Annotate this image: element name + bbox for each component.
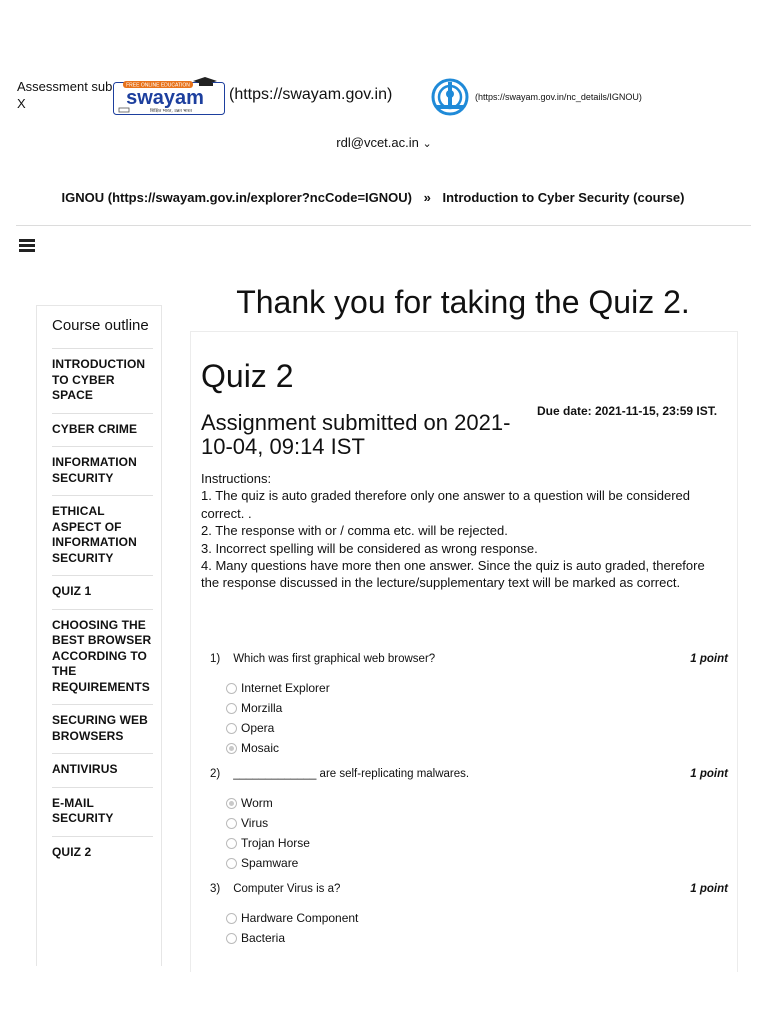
instruction-line: 2. The response with or / comma etc. will be rejected. [201,523,508,539]
answer-option[interactable] [226,681,330,695]
breadcrumb [0,190,746,205]
menu-icon[interactable] [19,239,35,252]
instruction-line: 3. Incorrect spelling will be considered as wrong response. [201,540,538,556]
question-number: 3) [210,883,221,895]
breadcrumb-item-ignou[interactable]: IGNOU (https://swayam.gov.in/explorer?ncCode=IGNOU) [61,190,412,205]
sidebar-item-information-security[interactable]: INFORMATION SECURITY [52,447,153,496]
sidebar-item-quiz-2[interactable]: QUIZ 2 [52,844,92,859]
answer-option-selected[interactable] [226,796,273,810]
sidebar-item-choosing-best-browser[interactable]: CHOOSING THE BEST BROWSER ACCORDING TO THE REQUIREMENTS [52,610,153,706]
answer-option[interactable] [226,911,358,925]
sidebar-title: Course outline [52,318,153,349]
breadcrumb-separator: » [423,190,431,205]
breadcrumb-item-course[interactable]: Introduction to Cyber Security (course) [442,190,685,205]
answer-option[interactable] [226,816,268,830]
question-number: 2) [210,768,221,780]
instructions-heading: Instructions: [201,471,272,486]
option-label[interactable]: Internet Explorer [241,681,330,695]
sidebar-item-cyber-crime[interactable]: CYBER CRIME [52,414,153,448]
swayam-logo-top: FREE ONLINE EDUCATION [126,82,190,89]
submission-status: Assignment submitted on 2021-10-04, 09:14 IST [201,410,511,459]
question-number: 1) [210,653,221,665]
course-outline-sidebar [36,305,162,966]
option-label[interactable]: Mosaic [241,741,280,755]
tab-title [17,78,113,114]
option-label[interactable]: Opera [241,721,275,735]
option-label[interactable]: Spamware [241,856,299,870]
swayam-logo[interactable] [113,77,225,115]
ignou-link[interactable]: (https://swayam.gov.in/nc_details/IGNOU) [475,92,642,102]
tab-title-text: Assessment sub [17,79,113,94]
answer-option[interactable] [226,836,310,850]
answer-option[interactable] [226,721,274,735]
question-2 [210,768,728,780]
swayam-link[interactable]: (https://swayam.gov.in) [229,86,393,103]
radio-button[interactable] [226,818,237,829]
answer-option[interactable] [226,931,285,945]
swayam-tagline: शिक्षित भारत, उन्नत भारत [150,109,192,114]
question-text: _____________ are self-replicating malwares. [233,768,470,780]
sidebar-item-securing-web-browsers[interactable]: SECURING WEB BROWSERS [52,705,153,754]
question-points: 1 point [690,768,728,780]
radio-button[interactable] [226,723,237,734]
radio-button[interactable] [226,913,237,924]
question-3 [210,883,728,895]
user-email[interactable]: rdl@vcet.ac.in [336,135,419,150]
sidebar-item-ethical-aspect[interactable]: ETHICAL ASPECT OF INFORMATION SECURITY [52,496,153,576]
user-menu[interactable] [0,135,768,150]
ignou-logo[interactable] [430,78,470,116]
radio-button[interactable] [226,933,237,944]
question-points: 1 point [690,653,728,665]
instruction-line: 4. Many questions have more then one answer. Since the quiz is auto graded, therefore the response discussed in the lecture/supplementary text will be marked as correct. [201,558,705,591]
due-date: Due date: 2021-11-15, 23:59 IST. [537,404,718,418]
tab-close-button[interactable]: X [17,96,26,111]
radio-button[interactable] [226,858,237,869]
sidebar-item-email-security[interactable]: E-MAIL SECURITY [52,788,153,837]
chevron-down-icon[interactable]: ⌄ [422,138,432,150]
radio-button[interactable] [226,838,237,849]
question-points: 1 point [690,883,728,895]
sidebar-item-introduction-to-cyber-space[interactable]: INTRODUCTION TO CYBER SPACE [52,349,153,414]
thank-you-heading: Thank you for taking the Quiz 2. [236,284,690,320]
question-1 [210,653,728,665]
instruction-line: 1. The quiz is auto graded therefore only one answer to a question will be considered correct. . [201,488,691,521]
option-label[interactable]: Morzilla [241,701,283,715]
option-label[interactable]: Trojan Horse [241,836,310,850]
sidebar-item-antivirus[interactable]: ANTIVIRUS [52,754,153,788]
radio-button[interactable] [226,683,237,694]
quiz-title: Quiz 2 [201,358,294,394]
radio-button-checked[interactable] [226,798,237,809]
radio-button-checked[interactable] [226,743,237,754]
option-label[interactable]: Bacteria [241,931,286,945]
sidebar-item-quiz-1[interactable]: QUIZ 1 [52,576,153,610]
answer-option[interactable] [226,856,298,870]
answer-option-selected[interactable] [226,741,279,755]
question-text: Which was first graphical web browser? [233,653,436,665]
instructions [201,470,721,592]
option-label[interactable]: Virus [241,816,269,830]
answer-option[interactable] [226,701,282,715]
radio-button[interactable] [226,703,237,714]
swayam-logo-text: swayam [126,87,204,109]
option-label[interactable]: Hardware Component [241,911,359,925]
header-divider [16,225,751,226]
question-text: Computer Virus is a? [233,883,341,895]
option-label[interactable]: Worm [241,796,273,810]
